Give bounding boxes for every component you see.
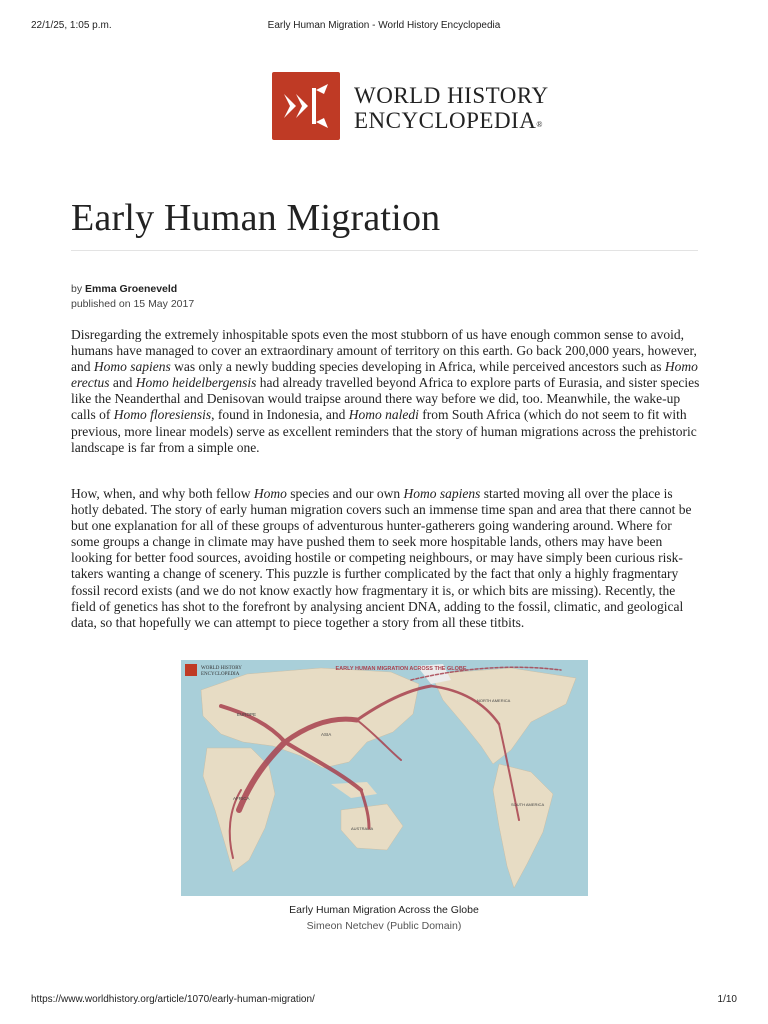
- text-run: started moving all over the place is hotly debated. The story of early human migration covers such an immense time span and area that there cannot be but one explanation for all of these groups of adventurous hunter-gatherers going wandering around. Where for some groups a change in climate may have pushed them to seek more hospitable lands, others may have been looking for better food sources, avoiding hostile or competing neighbours, or may have simply been curious risk-takers wanting a change of scenery. This puzzle is further complicated by the fact that only a highly fragmentary fossil record exists (and we do not know exactly how fragmentary it is, or which bits are missing). Recently, the field of genetics has shot to the forefront by analysing ancient DNA, adding to the fossil, climatic, and geological data, so that hopefully we can attempt to piece together a story from all these titbits.: [71, 486, 692, 630]
- map-brand-1: WORLD HISTORY: [201, 666, 242, 671]
- byline: [71, 282, 194, 312]
- map-label-asia: ASIA: [321, 732, 332, 737]
- map-title: EARLY HUMAN MIGRATION ACROSS THE GLOBE: [335, 666, 467, 672]
- title-divider: [71, 250, 698, 251]
- species-name: Homo naledi: [348, 407, 419, 423]
- text-run: How, when, and why both fellow: [71, 486, 254, 501]
- text-run: , found in Indonesia, and: [211, 407, 349, 423]
- text-run: Disregarding the extremely inhospitable spots even the most stubborn of us have enough common sense to avoid, humans have managed to cover an extraordinary amount of territory on this earth. Go back 200,000 years, however, and: [71, 327, 697, 375]
- publish-date: published on 15 May 2017: [71, 298, 195, 310]
- map-label-australia: AUSTRALIA: [351, 826, 374, 831]
- print-page-title: Early Human Migration - World History Encyclopedia: [267, 20, 501, 31]
- print-page-number: 1/10: [717, 994, 737, 1005]
- species-name: Homo heidelbergensis: [135, 375, 257, 391]
- species-name: Homo floresiensis: [113, 407, 212, 423]
- article-title: Early Human Migration: [71, 197, 441, 239]
- print-date: 22/1/25, 1:05 p.m.: [31, 20, 112, 31]
- species-name: Homo: [253, 486, 287, 501]
- species-name: Homo sapiens: [93, 359, 171, 375]
- paragraph-text: [71, 486, 701, 631]
- article-paragraph-1: [71, 327, 701, 456]
- site-logo[interactable]: [272, 72, 562, 142]
- print-footer: [0, 994, 768, 1008]
- paragraph-text: [71, 327, 701, 456]
- text-run: and: [109, 375, 136, 391]
- migration-map-figure[interactable]: [181, 660, 588, 896]
- text-run: had already travelled beyond Africa to explore parts of Eurasia, and sister species like the Neanderthal and Denisovan would traipse around there way before we did, too. Meanwhile, the wake-up calls of: [71, 375, 700, 423]
- print-url: https://www.worldhistory.org/article/1070/early-human-migration/: [31, 994, 315, 1005]
- author-link[interactable]: Emma Groeneveld: [85, 283, 178, 295]
- text-run: from South Africa (which do not seem to fit with previous, more linear models) serve as excellent reminders that the story of human migrations across the prehistoric landscape is far from a simple one.: [71, 407, 697, 455]
- logo-wordmark: [354, 83, 549, 133]
- figure-caption: Early Human Migration Across the Globe: [289, 904, 479, 916]
- text-run: was only a newly budding species developing in Africa, while perceived ancestors such as: [170, 359, 665, 375]
- map-label-africa: AFRICA: [233, 796, 250, 801]
- map-label-europe: EUROPE: [237, 712, 257, 717]
- article-paragraph-2: [71, 486, 701, 631]
- species-name: Homo erectus: [71, 359, 698, 391]
- figure-credit: Simeon Netchev (Public Domain): [306, 920, 462, 932]
- species-name: Homo sapiens: [403, 486, 481, 501]
- map-brand-2: ENCYCLOPEDIA: [201, 672, 240, 677]
- logo-line-2: ENCYCLOPEDIA: [354, 108, 537, 133]
- map-label-south-america: SOUTH AMERICA: [511, 802, 545, 807]
- logo-line-2-wrap: [354, 108, 549, 133]
- map-label-north-america: NORTH AMERICA: [477, 698, 511, 703]
- text-run: species and our own: [286, 486, 404, 501]
- migration-map-image: [181, 660, 588, 896]
- logo-line-1: WORLD HISTORY: [354, 83, 549, 108]
- print-header: [0, 20, 768, 34]
- author-line: [71, 282, 194, 297]
- by-label: by: [71, 283, 83, 295]
- logo-mark-icon: [272, 72, 340, 140]
- registered-mark: ®: [536, 120, 543, 129]
